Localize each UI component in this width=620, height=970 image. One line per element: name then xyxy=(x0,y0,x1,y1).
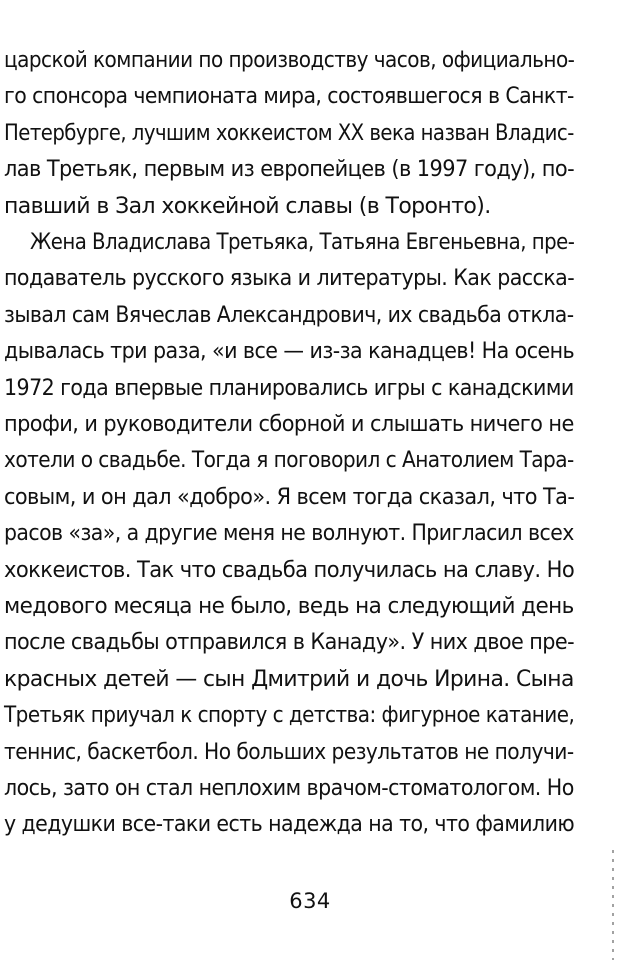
text-line: го спонсора чемпионата мира, состоявшегося в Санкт- xyxy=(4,84,574,109)
text-line: красных детей — сын Дмитрий и дочь Ирина. Сына xyxy=(4,667,574,692)
text-line: подаватель русского языка и литературы. Как расска- xyxy=(4,266,575,291)
text-line: Петербурге, лучшим хоккеистом XX века назван Владис- xyxy=(4,121,574,146)
text-line: профи, и руководители сборной и слышать ничего не xyxy=(4,412,574,437)
text-line: 1972 года впервые планировались игры с канадскими xyxy=(4,376,574,401)
text-line: Жена Владислава Третьяка, Татьяна Евгеньевна, пре- xyxy=(30,230,575,255)
text-line: павший в Зал хоккейной славы (в Торонто). xyxy=(4,194,491,219)
text-line: зывал сам Вячеслав Александрович, их свадьба откла- xyxy=(4,303,574,328)
text-line: медового месяца не было, ведь на следующий день xyxy=(4,594,574,619)
text-line: хотели о свадьбе. Тогда я поговорил с Анатолием Тара- xyxy=(4,448,574,473)
text-line: дывалась три раза, «и все — из-за канадцев! На осень xyxy=(4,339,575,364)
text-line: теннис, баскетбол. Но больших результатов не получи- xyxy=(4,740,574,765)
page-number: 634 xyxy=(289,889,331,913)
text-line: лав Третьяк, первым из европейцев (в 1997 году), по- xyxy=(4,157,575,182)
text-line: хоккеистов. Так что свадьба получилась на славу. Но xyxy=(4,558,575,583)
text-line: Третьяк приучал к спорту с детства: фигурное катание, xyxy=(4,703,575,728)
text-line: совым, и он дал «добро». Я всем тогда сказал, что Та- xyxy=(4,485,575,510)
text-line: после свадьбы отправился в Канаду». У них двое пре- xyxy=(4,630,575,655)
text-line: лось, зато он стал неплохим врачом-стоматологом. Но xyxy=(4,776,574,801)
text-line: расов «за», а другие меня не волнуют. Пригласил всех xyxy=(4,521,574,546)
scan-edge-marks xyxy=(612,850,614,960)
text-line: у дедушки все-таки есть надежда на то, что фамилию xyxy=(4,812,575,837)
text-line: царской компании по производству часов, официально- xyxy=(4,48,575,73)
